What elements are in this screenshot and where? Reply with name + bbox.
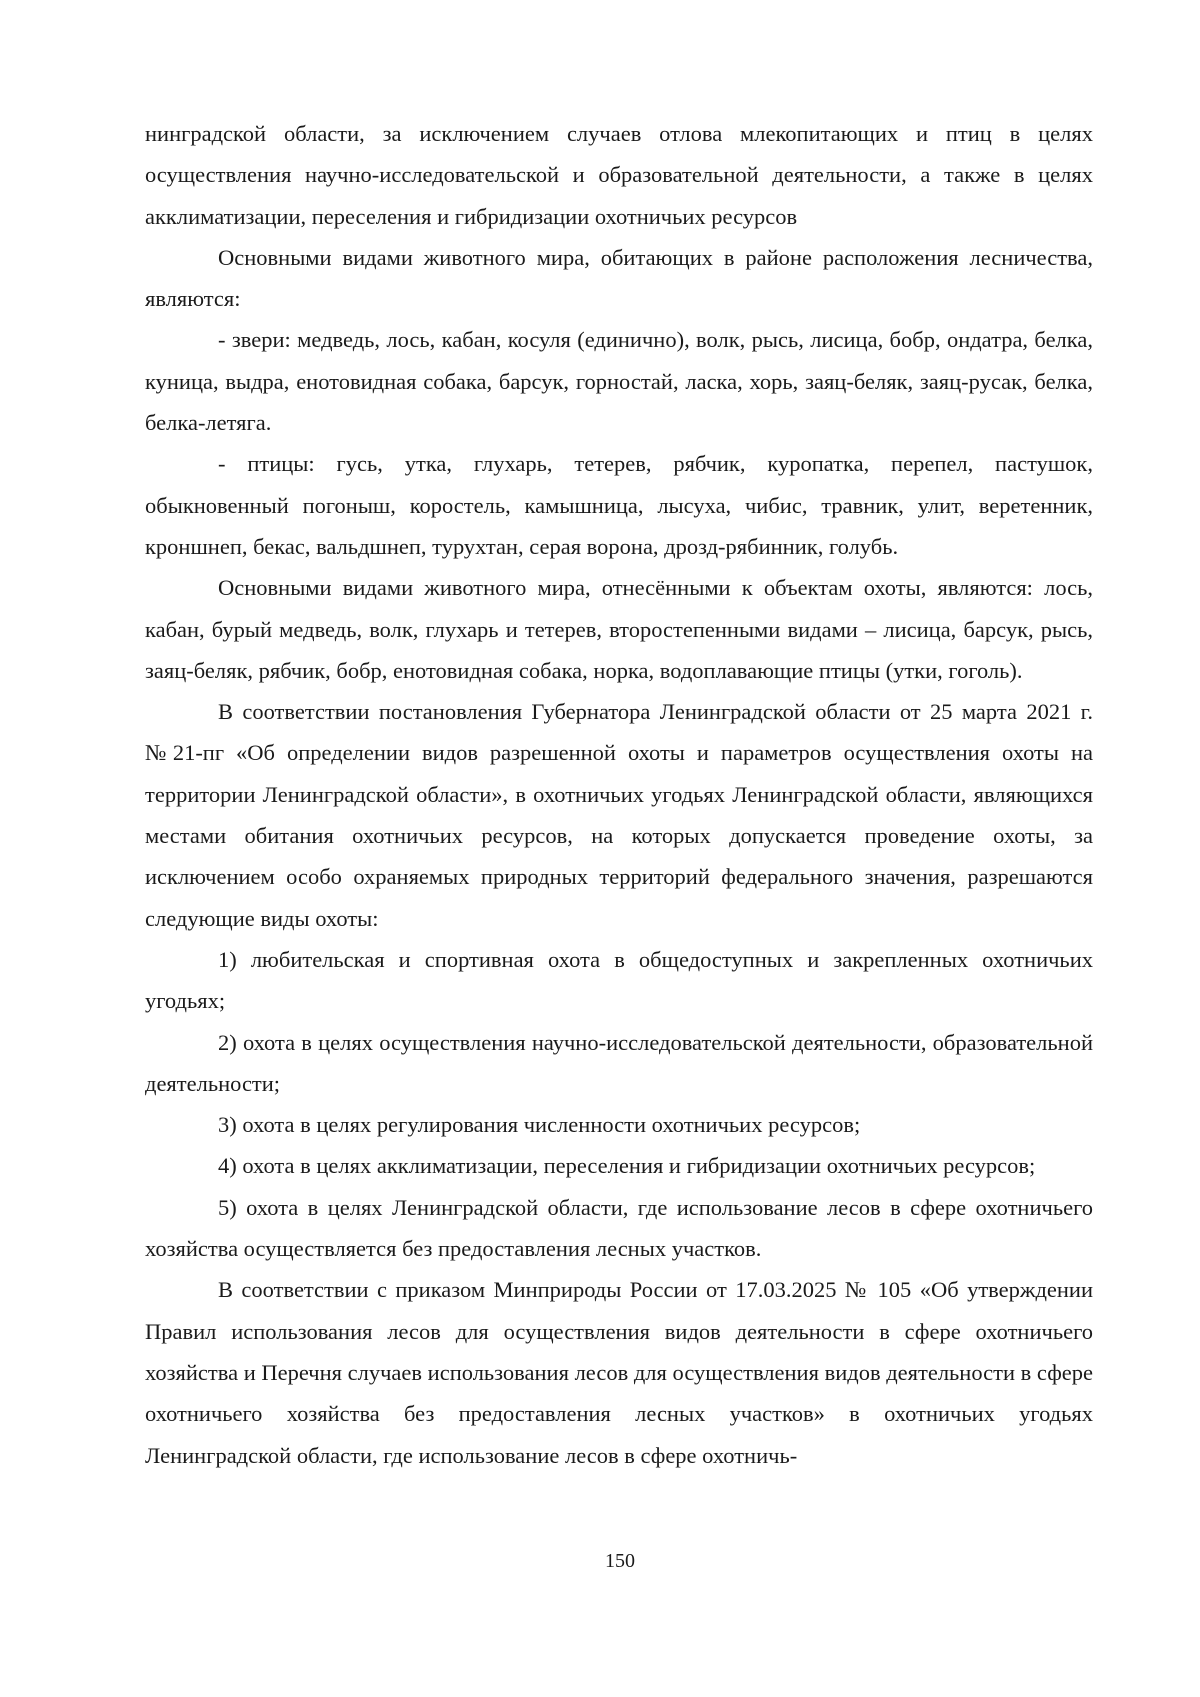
list-item-hunting-2: 2) охота в целях осуществления научно-исследовательской деятельности, образовательной деятельности; (145, 1029, 1093, 1096)
paragraph-mammals: - звери: медведь, лось, кабан, косуля (единично), волк, рысь, лисица, бобр, ондатра, белка, куница, выдра, енотовидная собака, барсук, горностай, ласка, хорь, заяц-беляк, заяц-русак, белка, белка-летяга. (145, 327, 1093, 436)
list-item-hunting-4: 4) охота в целях акклиматизации, переселения и гибридизации охотничьих ресурсов; (218, 1153, 1036, 1179)
page-number: 150 (605, 1550, 635, 1572)
paragraph-governor-decree: В соответствии постановления Губернатора Ленинградской области от 25 марта 2021 г. №21-пг «Об определении видов разрешенной охоты и параметров осуществления охоты на территории Ленинградской области», в охотничьих угодьях Ленинградской области, являющихся местами обитания охотничьих ресурсов, на которых допускается проведение охоты, за исключением особо охраняемых природных территорий федерального значения, разрешаются следующие виды охоты: (145, 699, 1093, 931)
paragraph-fauna-intro: Основными видами животного мира, обитающих в районе расположения лесничества, являются: (145, 244, 1093, 312)
list-item-hunting-5: 5) охота в целях Ленинградской области, где использование лесов в сфере охотничьего хозяйства осуществляется без предоставления лесных участков. (145, 1194, 1093, 1262)
paragraph-birds: - птицы: гусь, утка, глухарь, тетерев, рябчик, куропатка, перепел, пастушок, обыкновенный погоныш, коростель, камышница, лысуха, чибис, травник, улит, веретенник, кроншнеп, бекас, вальдшнеп, турухтан, серая ворона, дрозд-рябинник, голубь. (145, 451, 1093, 559)
paragraph-ministry-order: В соответствии с приказом Минприроды России от 17.03.2025 № 105 «Об утверждении Правил использования лесов для осуществления видов деятельности в сфере охотничьего хозяйства и Перечня случаев использования лесов для осуществления видов деятельности в сфере охотничьего хозяйства без предоставления лесных участков» в охотничьих угодьях Ленинградской области, где использование лесов в сфере охотничь- (145, 1277, 1093, 1468)
paragraph-continuation: нинградской области, за исключением случаев отлова млекопитающих и птиц в целях осуществления научно-исследовательской и образовательной деятельности, а также в целях акклиматизации, переселения и гибридизации охотничьих ресурсов (145, 121, 1093, 229)
paragraph-game-species: Основными видами животного мира, отнесёнными к объектам охоты, являются: лось, кабан, бурый медведь, волк, глухарь и тетерев, второстепенными видами – лисица, барсук, рысь, заяц-беляк, рябчик, бобр, енотовидная собака, норка, водоплавающие птицы (утки, гоголь). (145, 575, 1093, 683)
list-item-hunting-3: 3) охота в целях регулирования численности охотничьих ресурсов; (218, 1112, 861, 1138)
list-item-hunting-1: 1) любительская и спортивная охота в общедоступных и закрепленных охотничьих угодьях; (145, 946, 1093, 1014)
document-body (145, 113, 1093, 1476)
